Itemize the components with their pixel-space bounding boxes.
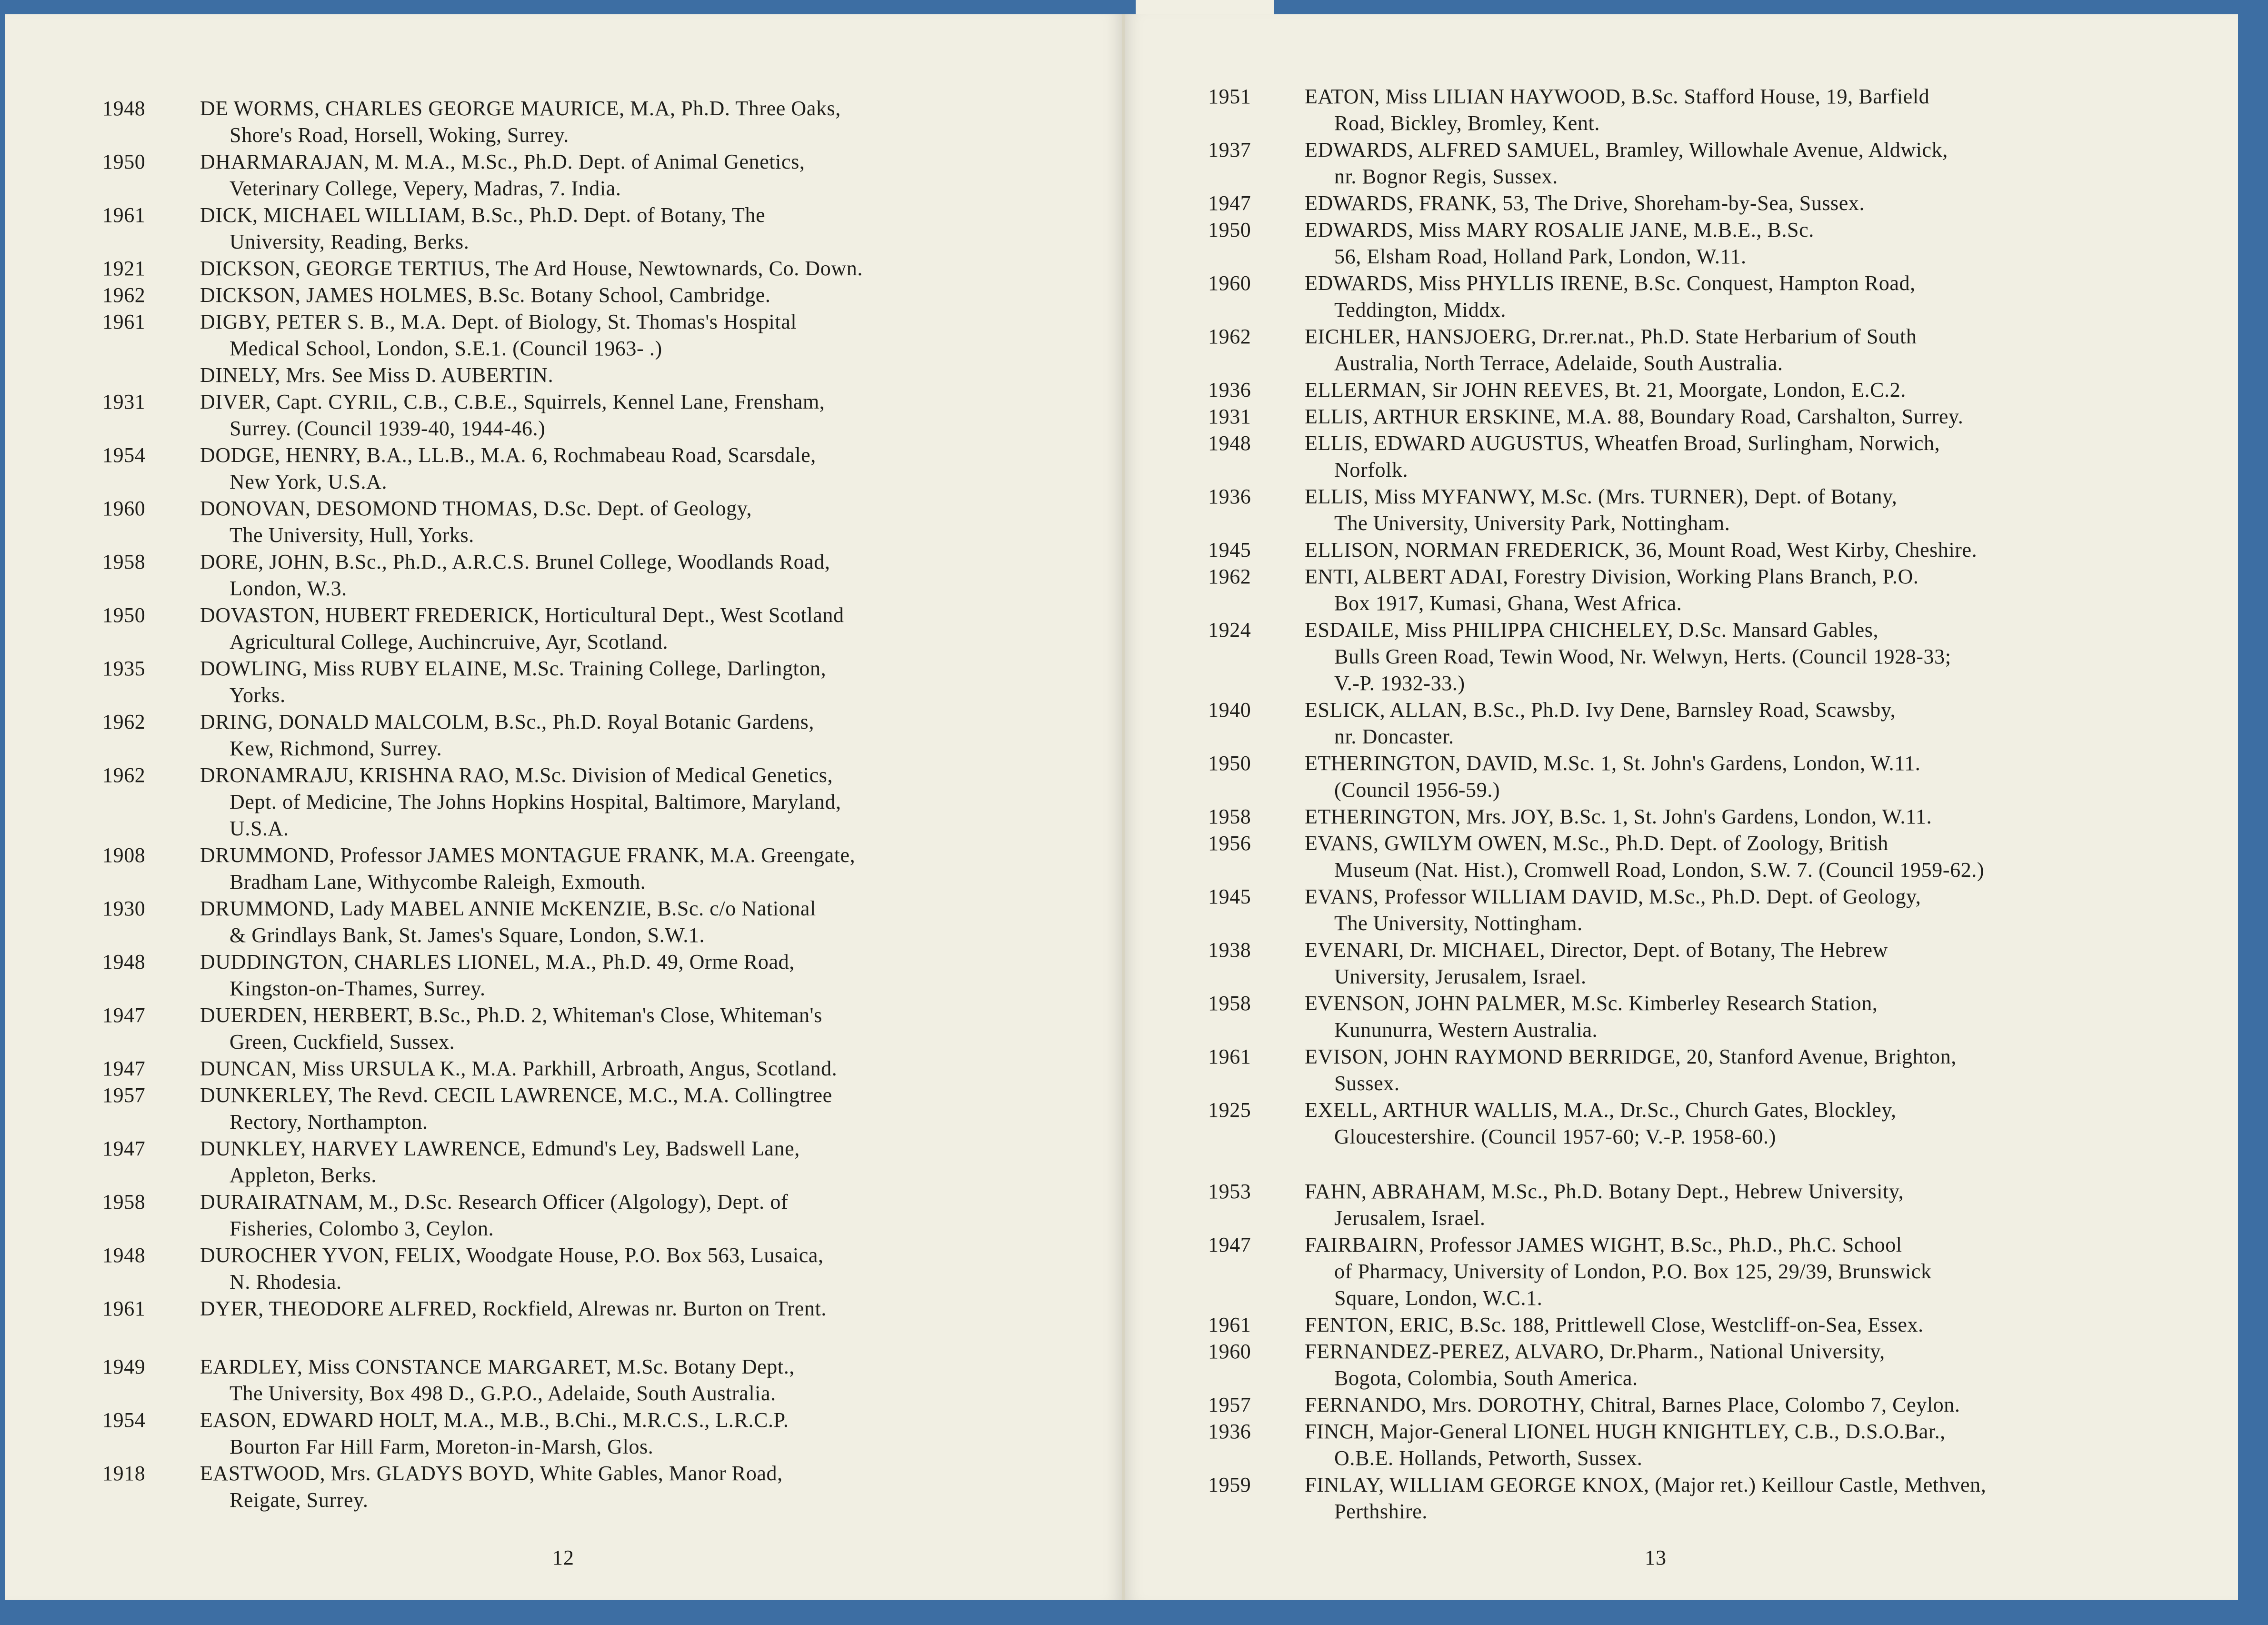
entry-text bbox=[200, 282, 770, 309]
entry-text bbox=[200, 202, 765, 255]
entry-name-line: EICHLER, HANSJOERG, Dr.rer.nat., Ph.D. State Herbarium of South bbox=[1305, 325, 1917, 348]
entry-name-line: DRUMMOND, Professor JAMES MONTAGUE FRANK, M.A. Greengate, bbox=[200, 843, 856, 867]
entry-year: 1961 bbox=[1208, 1313, 1251, 1336]
entry-text bbox=[1305, 483, 1897, 537]
entry-text bbox=[1305, 990, 1878, 1043]
entry-year: 1950 bbox=[102, 150, 146, 173]
entry-name-line: ETHERINGTON, DAVID, M.Sc. 1, St. John's Gardens, London, W.11. bbox=[1305, 752, 1921, 775]
entry-name-line: EDWARDS, Miss PHYLLIS IRENE, B.Sc. Conquest, Hampton Road, bbox=[1305, 271, 1916, 295]
entry-year: 1960 bbox=[1208, 271, 1251, 295]
entry-text bbox=[1305, 803, 1932, 830]
entry-name-line: DICK, MICHAEL WILLIAM, B.Sc., Ph.D. Dept. of Botany, The bbox=[200, 203, 766, 227]
entry-text bbox=[1305, 430, 1940, 483]
entry-address-line: Bogota, Colombia, South America. bbox=[1334, 1366, 1638, 1390]
entry-year: 1954 bbox=[102, 443, 146, 467]
entry-year: 1951 bbox=[1208, 85, 1251, 108]
list-item bbox=[1208, 617, 1951, 697]
entry-name-line: DOVASTON, HUBERT FREDERICK, Horticultural Dept., West Scotland bbox=[200, 603, 844, 627]
entry-year: 1931 bbox=[1208, 405, 1251, 428]
entry-text bbox=[200, 1002, 822, 1055]
entry-text bbox=[1305, 1418, 1946, 1472]
list-item bbox=[1208, 217, 1814, 270]
entry-address-line: Gloucestershire. (Council 1957-60; V.-P. 1958-60.) bbox=[1334, 1125, 1776, 1148]
entry-name-line: EATON, Miss LILIAN HAYWOOD, B.Sc. Stafford House, 19, Barfield bbox=[1305, 85, 1930, 108]
list-item bbox=[102, 949, 795, 1002]
entry-name-line: EDWARDS, ALFRED SAMUEL, Bramley, Willowhale Avenue, Aldwick, bbox=[1305, 138, 1948, 161]
entry-text bbox=[200, 442, 816, 495]
right-page bbox=[1125, 14, 2238, 1600]
entry-year: 1958 bbox=[102, 550, 146, 573]
entry-year: 1936 bbox=[1208, 485, 1251, 508]
entry-text bbox=[1305, 830, 1984, 883]
list-item bbox=[1208, 1043, 1957, 1097]
list-item bbox=[102, 762, 841, 842]
entry-year: 1945 bbox=[1208, 885, 1251, 908]
entry-year: 1961 bbox=[1208, 1045, 1251, 1068]
entry-name-line: DIGBY, PETER S. B., M.A. Dept. of Biology, St. Thomas's Hospital bbox=[200, 310, 797, 333]
entry-name-line: DICKSON, GEORGE TERTIUS, The Ard House, Newtownards, Co. Down. bbox=[200, 257, 863, 280]
entry-text bbox=[200, 842, 855, 895]
list-item bbox=[102, 1295, 827, 1322]
entry-name-line: DRING, DONALD MALCOLM, B.Sc., Ph.D. Royal Botanic Gardens, bbox=[200, 710, 814, 733]
entry-year: 1950 bbox=[1208, 218, 1251, 241]
list-item bbox=[1208, 1178, 1904, 1232]
entry-name-line: DYER, THEODORE ALFRED, Rockfield, Alrewas nr. Burton on Trent. bbox=[200, 1297, 827, 1320]
list-item bbox=[102, 895, 816, 949]
entry-name-line: EDWARDS, FRANK, 53, The Drive, Shoreham-by-Sea, Sussex. bbox=[1305, 191, 1865, 215]
list-item bbox=[102, 1055, 837, 1082]
entry-name-line: ETHERINGTON, Mrs. JOY, B.Sc. 1, St. John's Gardens, London, W.11. bbox=[1305, 805, 1932, 828]
entry-address-line: Road, Bickley, Bromley, Kent. bbox=[1334, 111, 1600, 135]
list-item bbox=[1208, 1472, 1986, 1525]
list-item bbox=[102, 255, 863, 282]
entry-year: 1921 bbox=[102, 257, 146, 280]
entry-year: 1925 bbox=[1208, 1098, 1251, 1122]
entry-address-line: Kununurra, Western Australia. bbox=[1334, 1018, 1598, 1042]
list-item bbox=[1208, 377, 1906, 403]
page-number: 13 bbox=[1645, 1546, 1667, 1569]
entry-address-line: Reigate, Surrey. bbox=[230, 1488, 369, 1512]
entry-name-line: FENTON, ERIC, B.Sc. 188, Prittlewell Close, Westcliff-on-Sea, Essex. bbox=[1305, 1313, 1924, 1336]
list-item bbox=[1208, 990, 1878, 1043]
entry-address-line: Fisheries, Colombo 3, Ceylon. bbox=[230, 1217, 494, 1240]
list-item bbox=[1208, 883, 1921, 937]
entry-address-line: The University, Nottingham. bbox=[1334, 912, 1583, 935]
entry-name-line: DUDDINGTON, CHARLES LIONEL, M.A., Ph.D. 49, Orme Road, bbox=[200, 950, 795, 973]
list-item bbox=[1208, 403, 1963, 430]
entry-text bbox=[200, 1082, 832, 1135]
entry-text bbox=[200, 1295, 827, 1322]
entry-text bbox=[1305, 1043, 1957, 1097]
entry-address-line: Yorks. bbox=[230, 683, 286, 707]
entry-text bbox=[1305, 377, 1906, 403]
entry-address-line: 56, Elsham Road, Holland Park, London, W.11. bbox=[1334, 245, 1747, 268]
list-item bbox=[102, 842, 855, 895]
entry-year: 1956 bbox=[1208, 832, 1251, 855]
entry-address-line: Box 1917, Kumasi, Ghana, West Africa. bbox=[1334, 592, 1682, 615]
entry-text bbox=[1305, 1472, 1986, 1525]
entry-text bbox=[1305, 1097, 1897, 1150]
entry-address-line: Surrey. (Council 1939-40, 1944-46.) bbox=[230, 417, 546, 440]
entry-text bbox=[1305, 217, 1814, 270]
entry-text bbox=[1305, 323, 1917, 377]
entry-year: 1958 bbox=[1208, 805, 1251, 828]
list-item bbox=[1208, 563, 1918, 617]
entry-name-line: EASON, EDWARD HOLT, M.A., M.B., B.Chi., M.R.C.S., L.R.C.P. bbox=[200, 1408, 789, 1432]
entry-text bbox=[1305, 137, 1948, 190]
entry-name-line: DICKSON, JAMES HOLMES, B.Sc. Botany School, Cambridge. bbox=[200, 283, 771, 307]
entry-text bbox=[1305, 537, 1977, 563]
entry-year: 1962 bbox=[102, 763, 146, 787]
entry-text bbox=[1305, 1312, 1924, 1338]
list-item bbox=[1208, 483, 1897, 537]
entry-name-line: DIVER, Capt. CYRIL, C.B., C.B.E., Squirrels, Kennel Lane, Frensham, bbox=[200, 390, 825, 413]
entry-text bbox=[200, 655, 826, 709]
entry-address-line: New York, U.S.A. bbox=[230, 470, 388, 493]
entry-name-line: ELLISON, NORMAN FREDERICK, 36, Mount Road, West Kirby, Cheshire. bbox=[1305, 538, 1978, 562]
list-item bbox=[1208, 270, 1916, 323]
entry-year: 1947 bbox=[102, 1057, 146, 1080]
entry-address-line: Medical School, London, S.E.1. (Council 1963- .) bbox=[230, 337, 662, 360]
entry-year: 1931 bbox=[102, 390, 146, 413]
entry-name-line: DE WORMS, CHARLES GEORGE MAURICE, M.A, Ph.D. Three Oaks, bbox=[200, 97, 841, 120]
entry-name-line: FINLAY, WILLIAM GEORGE KNOX, (Major ret.) Keillour Castle, Methven, bbox=[1305, 1473, 1987, 1496]
entry-year: 1935 bbox=[102, 657, 146, 680]
entry-text bbox=[1305, 270, 1916, 323]
entry-address-line: The University, Box 498 D., G.P.O., Adelaide, South Australia. bbox=[230, 1382, 776, 1405]
entry-address-line: nr. Doncaster. bbox=[1334, 725, 1454, 748]
entry-name-line: DUNKLEY, HARVEY LAWRENCE, Edmund's Ley, Badswell Lane, bbox=[200, 1137, 800, 1160]
list-item bbox=[102, 282, 770, 309]
entry-year: 1957 bbox=[102, 1083, 146, 1107]
entry-year: 1954 bbox=[102, 1408, 146, 1432]
left-page bbox=[5, 14, 1125, 1600]
entry-year: 1918 bbox=[102, 1462, 146, 1485]
entry-name-line: DONOVAN, DESOMOND THOMAS, D.Sc. Dept. of Geology, bbox=[200, 497, 752, 520]
list-item bbox=[1208, 1392, 1960, 1418]
entry-year: 1908 bbox=[102, 843, 146, 867]
entry-name-line: FAHN, ABRAHAM, M.Sc., Ph.D. Botany Dept., Hebrew University, bbox=[1305, 1180, 1904, 1203]
entry-text bbox=[1305, 883, 1921, 937]
entry-text bbox=[200, 309, 797, 362]
entry-text bbox=[200, 149, 805, 202]
entry-name-line: ELLERMAN, Sir JOHN REEVES, Bt. 21, Moorgate, London, E.C.2. bbox=[1305, 378, 1906, 401]
entry-year: 1948 bbox=[1208, 431, 1251, 455]
entry-name-line: DINELY, Mrs. See Miss D. AUBERTIN. bbox=[200, 363, 554, 387]
entry-year: 1962 bbox=[1208, 325, 1251, 348]
list-item bbox=[1208, 803, 1932, 830]
list-item bbox=[1208, 1312, 1924, 1338]
entry-year: 1960 bbox=[102, 497, 146, 520]
entry-year: 1947 bbox=[102, 1003, 146, 1027]
entry-year: 1937 bbox=[1208, 138, 1251, 161]
entry-name-line: FERNANDEZ-PEREZ, ALVARO, Dr.Pharm., National University, bbox=[1305, 1340, 1885, 1363]
list-item bbox=[102, 1354, 795, 1407]
entry-name-line: FINCH, Major-General LIONEL HUGH KNIGHTLEY, C.B., D.S.O.Bar., bbox=[1305, 1420, 1946, 1443]
entry-address-line: Shore's Road, Horsell, Woking, Surrey. bbox=[230, 123, 569, 147]
list-item bbox=[1208, 537, 1977, 563]
entry-name-line: DHARMARAJAN, M. M.A., M.Sc., Ph.D. Dept. of Animal Genetics, bbox=[200, 150, 805, 173]
list-item bbox=[102, 1189, 788, 1242]
entry-address-line: Green, Cuckfield, Sussex. bbox=[230, 1030, 455, 1053]
entry-text bbox=[200, 1135, 800, 1189]
entry-text bbox=[200, 549, 830, 602]
list-item bbox=[1208, 190, 1865, 217]
list-item bbox=[1208, 1418, 1946, 1472]
list-item bbox=[102, 495, 752, 549]
list-item bbox=[102, 1242, 824, 1295]
list-item bbox=[1208, 323, 1917, 377]
entry-name-line: DUERDEN, HERBERT, B.Sc., Ph.D. 2, Whiteman's Close, Whiteman's bbox=[200, 1003, 822, 1027]
list-item bbox=[102, 149, 805, 202]
entry-text bbox=[1305, 1338, 1885, 1392]
entry-year: 1940 bbox=[1208, 698, 1251, 722]
entry-year: 1947 bbox=[102, 1137, 146, 1160]
entry-name-line: ELLIS, EDWARD AUGUSTUS, Wheatfen Broad, Surlingham, Norwich, bbox=[1305, 431, 1940, 455]
entry-text bbox=[200, 949, 795, 1002]
list-item bbox=[102, 309, 797, 362]
entry-name-line: EASTWOOD, Mrs. GLADYS BOYD, White Gables, Manor Road, bbox=[200, 1462, 783, 1485]
entry-text bbox=[200, 1460, 783, 1514]
entry-name-line: ENTI, ALBERT ADAI, Forestry Division, Working Plans Branch, P.O. bbox=[1305, 565, 1919, 588]
entry-year: 1949 bbox=[102, 1355, 146, 1378]
entry-text bbox=[200, 602, 844, 655]
entry-address-line: The University, Hull, Yorks. bbox=[230, 523, 474, 547]
entry-text bbox=[200, 1407, 789, 1460]
entry-address-line: Sussex. bbox=[1334, 1072, 1400, 1095]
list-item bbox=[102, 202, 765, 255]
entry-text bbox=[200, 362, 553, 389]
entry-text bbox=[1305, 563, 1918, 617]
entry-name-line: ESDAILE, Miss PHILIPPA CHICHELEY, D.Sc. Mansard Gables, bbox=[1305, 618, 1879, 642]
list-item bbox=[102, 549, 830, 602]
list-item bbox=[102, 1135, 800, 1189]
list-item bbox=[1208, 937, 1888, 990]
entry-address-line: Rectory, Northampton. bbox=[230, 1110, 428, 1133]
list-item bbox=[1208, 1338, 1885, 1392]
entry-name-line: DOWLING, Miss RUBY ELAINE, M.Sc. Training College, Darlington, bbox=[200, 657, 827, 680]
entry-text bbox=[1305, 403, 1963, 430]
entry-text bbox=[200, 1354, 795, 1407]
entry-address-line: & Grindlays Bank, St. James's Square, London, S.W.1. bbox=[230, 923, 705, 947]
entry-year: 1948 bbox=[102, 950, 146, 973]
entry-name-line: FERNANDO, Mrs. DOROTHY, Chitral, Barnes Place, Colombo 7, Ceylon. bbox=[1305, 1393, 1960, 1416]
entry-address-line: Appleton, Berks. bbox=[230, 1164, 377, 1187]
entry-name-line: DUROCHER YVON, FELIX, Woodgate House, P.O. Box 563, Lusaica, bbox=[200, 1244, 824, 1267]
list-item bbox=[1208, 697, 1896, 750]
entry-address-line: Dept. of Medicine, The Johns Hopkins Hospital, Baltimore, Maryland, bbox=[230, 790, 841, 813]
entry-year: 1959 bbox=[1208, 1473, 1251, 1496]
entry-text bbox=[200, 1242, 824, 1295]
list-item bbox=[102, 1082, 832, 1135]
entry-year: 1962 bbox=[102, 710, 146, 733]
list-item bbox=[102, 95, 841, 149]
entry-year: 1961 bbox=[102, 203, 146, 227]
entry-text bbox=[200, 95, 841, 149]
entry-text bbox=[1305, 617, 1951, 697]
entry-name-line: DUNKERLEY, The Revd. CECIL LAWRENCE, M.C., M.A. Collingtree bbox=[200, 1083, 832, 1107]
entry-text bbox=[200, 762, 841, 842]
entry-text bbox=[1305, 697, 1896, 750]
entry-address-line: Perthshire. bbox=[1334, 1500, 1428, 1523]
entry-address-line: Norfolk. bbox=[1334, 458, 1409, 481]
list-item bbox=[102, 709, 814, 762]
entry-year: 1958 bbox=[102, 1190, 146, 1214]
entry-year: 1958 bbox=[1208, 992, 1251, 1015]
entry-name-line: DRONAMRAJU, KRISHNA RAO, M.Sc. Division of Medical Genetics, bbox=[200, 763, 833, 787]
list-item bbox=[102, 362, 553, 389]
entry-name-line: DODGE, HENRY, B.A., LL.B., M.A. 6, Rochmabeau Road, Scarsdale, bbox=[200, 443, 816, 467]
list-item bbox=[1208, 430, 1940, 483]
entry-address-line: Bourton Far Hill Farm, Moreton-in-Marsh, Glos. bbox=[230, 1435, 654, 1458]
entry-year: 1953 bbox=[1208, 1180, 1251, 1203]
list-item bbox=[1208, 1097, 1897, 1150]
entry-address-line: V.-P. 1932-33.) bbox=[1334, 672, 1465, 695]
entry-address-line: (Council 1956-59.) bbox=[1334, 778, 1500, 802]
entry-name-line: ESLICK, ALLAN, B.Sc., Ph.D. Ivy Dene, Barnsley Road, Scawsby, bbox=[1305, 698, 1896, 722]
entry-year: 1948 bbox=[102, 1244, 146, 1267]
entry-text bbox=[200, 255, 863, 282]
entry-year: 1950 bbox=[102, 603, 146, 627]
entry-year: 1948 bbox=[102, 97, 146, 120]
list-item bbox=[102, 1407, 789, 1460]
entry-address-line: Veterinary College, Vepery, Madras, 7. India. bbox=[230, 177, 621, 200]
list-item bbox=[102, 655, 826, 709]
entry-address-line: O.B.E. Hollands, Petworth, Sussex. bbox=[1334, 1446, 1643, 1470]
entry-address-line: University, Jerusalem, Israel. bbox=[1334, 965, 1587, 988]
entry-year: 1961 bbox=[102, 310, 146, 333]
entry-year: 1962 bbox=[102, 283, 146, 307]
entry-address-line: of Pharmacy, University of London, P.O. Box 125, 29/39, Brunswick bbox=[1334, 1260, 1932, 1283]
entry-year: 1924 bbox=[1208, 618, 1251, 642]
entry-name-line: EVANS, Professor WILLIAM DAVID, M.Sc., Ph.D. Dept. of Geology, bbox=[1305, 885, 1921, 908]
page-tab bbox=[1136, 0, 1274, 14]
entry-name-line: DURAIRATNAM, M., D.Sc. Research Officer (Algology), Dept. of bbox=[200, 1190, 789, 1214]
entry-name-line: EVENSON, JOHN PALMER, M.Sc. Kimberley Research Station, bbox=[1305, 992, 1878, 1015]
entry-address-line: The University, University Park, Nottingham. bbox=[1334, 512, 1730, 535]
entry-address-line: U.S.A. bbox=[230, 817, 289, 840]
entry-address-line: University, Reading, Berks. bbox=[230, 230, 470, 253]
entry-text bbox=[1305, 750, 1920, 803]
entry-year: 1947 bbox=[1208, 191, 1251, 215]
entry-name-line: EVANS, GWILYM OWEN, M.Sc., Ph.D. Dept. of Zoology, British bbox=[1305, 832, 1888, 855]
entry-year: 1936 bbox=[1208, 1420, 1251, 1443]
entry-name-line: EVENARI, Dr. MICHAEL, Director, Dept. of Botany, The Hebrew bbox=[1305, 938, 1888, 962]
entry-name-line: DUNCAN, Miss URSULA K., M.A. Parkhill, Arbroath, Angus, Scotland. bbox=[200, 1057, 838, 1080]
entry-address-line: Kew, Richmond, Surrey. bbox=[230, 737, 442, 760]
entry-year: 1938 bbox=[1208, 938, 1251, 962]
entry-address-line: Agricultural College, Auchincruive, Ayr, Scotland. bbox=[230, 630, 669, 653]
entry-year: 1930 bbox=[102, 897, 146, 920]
entry-address-line: Bradham Lane, Withycombe Raleigh, Exmouth. bbox=[230, 870, 646, 893]
entry-year: 1960 bbox=[1208, 1340, 1251, 1363]
entry-name-line: EVISON, JOHN RAYMOND BERRIDGE, 20, Stanford Avenue, Brighton, bbox=[1305, 1045, 1957, 1068]
list-item bbox=[102, 1460, 783, 1514]
entry-address-line: Jerusalem, Israel. bbox=[1334, 1206, 1486, 1230]
entry-text bbox=[200, 495, 752, 549]
entry-address-line: nr. Bognor Regis, Sussex. bbox=[1334, 165, 1558, 188]
list-item bbox=[102, 389, 825, 442]
entry-name-line: EARDLEY, Miss CONSTANCE MARGARET, M.Sc. Botany Dept., bbox=[200, 1355, 795, 1378]
entry-year: 1945 bbox=[1208, 538, 1251, 562]
entry-address-line: N. Rhodesia. bbox=[230, 1270, 342, 1294]
entry-name-line: FAIRBAIRN, Professor JAMES WIGHT, B.Sc., Ph.D., Ph.C. School bbox=[1305, 1233, 1902, 1256]
entry-text bbox=[1305, 937, 1888, 990]
entry-address-line: Museum (Nat. Hist.), Cromwell Road, London, S.W. 7. (Council 1959-62.) bbox=[1334, 858, 1985, 882]
entry-address-line: Kingston-on-Thames, Surrey. bbox=[230, 977, 486, 1000]
entry-text bbox=[200, 895, 816, 949]
list-item bbox=[1208, 750, 1920, 803]
list-item bbox=[1208, 137, 1948, 190]
entry-text bbox=[1305, 1178, 1904, 1232]
entry-name-line: ELLIS, ARTHUR ERSKINE, M.A. 88, Boundary Road, Carshalton, Surrey. bbox=[1305, 405, 1964, 428]
entry-year: 1962 bbox=[1208, 565, 1251, 588]
entry-name-line: EXELL, ARTHUR WALLIS, M.A., Dr.Sc., Church Gates, Blockley, bbox=[1305, 1098, 1897, 1122]
list-item bbox=[102, 442, 816, 495]
entry-text bbox=[1305, 1232, 1932, 1312]
entry-text bbox=[200, 1189, 788, 1242]
entry-year: 1936 bbox=[1208, 378, 1251, 401]
entry-address-line: Square, London, W.C.1. bbox=[1334, 1286, 1543, 1310]
entry-name-line: DORE, JOHN, B.Sc., Ph.D., A.R.C.S. Brunel College, Woodlands Road, bbox=[200, 550, 830, 573]
list-item bbox=[1208, 830, 1984, 883]
entry-text bbox=[200, 709, 814, 762]
entry-name-line: DRUMMOND, Lady MABEL ANNIE McKENZIE, B.Sc. c/o National bbox=[200, 897, 816, 920]
entry-text bbox=[1305, 1392, 1960, 1418]
list-item bbox=[102, 602, 844, 655]
entry-year: 1961 bbox=[102, 1297, 146, 1320]
entry-text bbox=[200, 389, 825, 442]
entry-name-line: ELLIS, Miss MYFANWY, M.Sc. (Mrs. TURNER), Dept. of Botany, bbox=[1305, 485, 1898, 508]
entry-text bbox=[1305, 83, 1929, 137]
list-item bbox=[102, 1002, 822, 1055]
entry-address-line: Australia, North Terrace, Adelaide, South Australia. bbox=[1334, 351, 1783, 375]
entry-text bbox=[200, 1055, 837, 1082]
list-item bbox=[1208, 1232, 1932, 1312]
entry-address-line: Bulls Green Road, Tewin Wood, Nr. Welwyn, Herts. (Council 1928-33; bbox=[1334, 645, 1951, 668]
list-item bbox=[1208, 83, 1929, 137]
entry-year: 1947 bbox=[1208, 1233, 1251, 1256]
entry-name-line: EDWARDS, Miss MARY ROSALIE JANE, M.B.E., B.Sc. bbox=[1305, 218, 1814, 241]
page-number: 12 bbox=[552, 1546, 574, 1569]
entry-year: 1950 bbox=[1208, 752, 1251, 775]
entry-address-line: London, W.3. bbox=[230, 577, 347, 600]
entry-address-line: Teddington, Middx. bbox=[1334, 298, 1506, 321]
entry-year: 1957 bbox=[1208, 1393, 1251, 1416]
entry-text bbox=[1305, 190, 1865, 217]
